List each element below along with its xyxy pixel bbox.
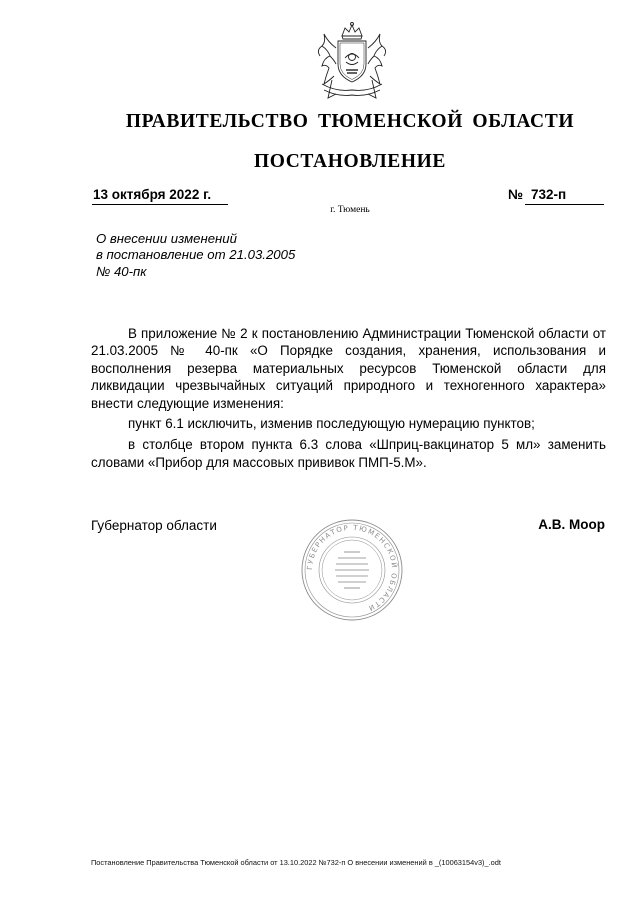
number-value: 732-п bbox=[525, 186, 604, 205]
document-body bbox=[91, 325, 606, 471]
signer-name: А.В. Моор bbox=[538, 517, 605, 532]
document-date bbox=[92, 186, 228, 205]
body-intro: В приложение № 2 к постановлению Администрации Тюменской области от 21.03.2005 № 40-пк «О Порядке создания, хранения, использования и восполнения резерва материальных ресурсов Тюменской области для ликвидации чрезвычайных ситуаций природного и техногенного характера» внести следующие изменения: bbox=[91, 326, 606, 411]
document-subject bbox=[96, 231, 356, 280]
signer-title: Губернатор области bbox=[91, 518, 217, 533]
government-title: ПРАВИТЕЛЬСТВО ТЮМЕНСКОЙ ОБЛАСТИ bbox=[125, 111, 575, 132]
document-number bbox=[508, 186, 604, 204]
footer-filename: Постановление Правительства Тюменской области от 13.10.2022 №732-п О внесении изменений в _(10063154v3)_.odt bbox=[91, 858, 501, 867]
number-sign: № bbox=[508, 187, 524, 202]
city: г. Тюмень bbox=[330, 205, 370, 215]
body-item-2: в столбце втором пункта 6.3 слова «Шприц-вакцинатор 5 мл» заменить словами «Прибор для массовых прививок ПМП-5.М». bbox=[91, 437, 606, 470]
document-type: ПОСТАНОВЛЕНИЕ bbox=[253, 151, 447, 172]
subject-line: в постановление от 21.03.2005 bbox=[96, 247, 296, 263]
document-date-text: 13 октября 2022 г. bbox=[93, 187, 212, 202]
subject-line: № 40-пк bbox=[96, 263, 147, 279]
body-item-1: пункт 6.1 исключить, изменив последующую нумерацию пунктов; bbox=[128, 416, 535, 432]
coat-of-arms-icon bbox=[302, 20, 402, 102]
seal-text: ГУБЕРНАТОР ТЮМЕНСКОЙ ОБЛАСТИ bbox=[305, 523, 399, 613]
seal-stamp-icon bbox=[300, 518, 404, 622]
subject-line: О внесении изменений bbox=[96, 231, 237, 246]
